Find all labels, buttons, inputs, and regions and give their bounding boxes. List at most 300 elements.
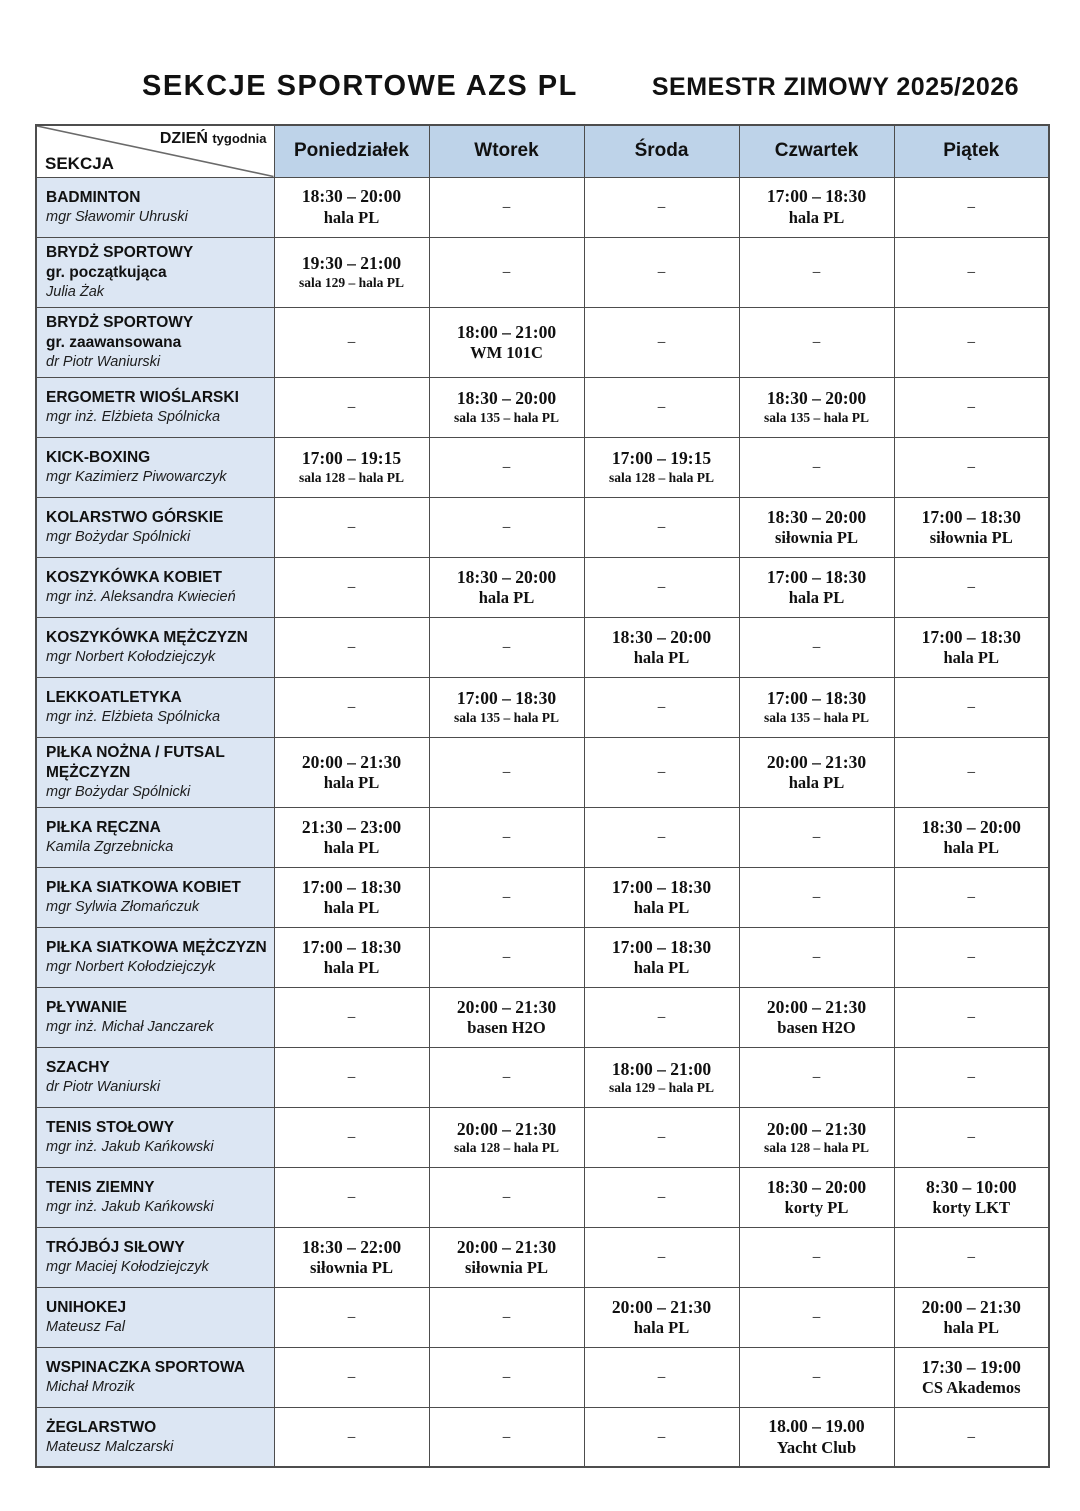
session-time: 20:00 – 21:30 <box>301 751 402 772</box>
section-name: PIŁKA SIATKOWA KOBIET <box>46 878 241 896</box>
day-header-sroda: Środa <box>584 125 739 177</box>
section-cell <box>36 927 274 987</box>
empty-marker: – <box>812 949 821 966</box>
session-time: 18:30 – 20:00 <box>456 566 557 587</box>
section-cell <box>36 807 274 867</box>
table-row <box>36 867 1049 927</box>
schedule-cell-poniedzialek <box>274 497 429 557</box>
section-name: BRYDŻ SPORTOWY <box>46 313 194 331</box>
empty-marker: – <box>347 1369 356 1386</box>
schedule-cell-czwartek <box>739 307 894 377</box>
schedule-cell-poniedzialek <box>274 1167 429 1227</box>
section-cell <box>36 177 274 237</box>
section-coach: mgr Kazimierz Piwowarczyk <box>46 468 227 485</box>
schedule-cell-poniedzialek <box>274 1107 429 1167</box>
section-name: PIŁKA RĘCZNA <box>46 818 161 836</box>
empty-marker: – <box>967 1069 975 1086</box>
schedule-cell-poniedzialek <box>274 807 429 867</box>
empty-marker: – <box>502 1369 511 1386</box>
session-time: 18:30 – 20:00 <box>921 816 1021 837</box>
schedule-cell-sroda <box>584 1167 739 1227</box>
corner-cell <box>36 125 274 177</box>
empty-marker: – <box>657 829 666 846</box>
section-name: BRYDŻ SPORTOWY <box>46 243 194 261</box>
session-place: sala 135 – hala PL <box>453 410 559 426</box>
day-header-czwartek: Czwartek <box>739 125 894 177</box>
day-header-poniedzialek: Poniedziałek <box>274 125 429 177</box>
empty-marker: – <box>502 264 511 281</box>
session-place: hala PL <box>633 898 690 918</box>
section-cell <box>36 557 274 617</box>
table-row <box>36 557 1049 617</box>
empty-marker: – <box>657 199 666 215</box>
schedule-cell-sroda <box>584 987 739 1047</box>
timetable <box>35 124 1050 1468</box>
session-place: basen H2O <box>467 1018 546 1038</box>
schedule-cell-wtorek <box>429 1287 584 1347</box>
section-coach: dr Piotr Waniurski <box>46 353 161 370</box>
session-time: 18:00 – 21:00 <box>611 1058 712 1079</box>
section-cell <box>36 1167 274 1227</box>
empty-marker: – <box>812 829 821 846</box>
schedule-cell-poniedzialek <box>274 557 429 617</box>
schedule-cell-wtorek <box>429 1347 584 1407</box>
table-row <box>36 377 1049 437</box>
schedule-cell-wtorek <box>429 867 584 927</box>
section-cell <box>36 987 274 1047</box>
table-row <box>36 437 1049 497</box>
section-name: PIŁKA NOŻNA / FUTSAL <box>46 743 225 761</box>
schedule-cell-piatek <box>894 1167 1049 1227</box>
schedule-cell-czwartek <box>739 557 894 617</box>
section-coach: Mateusz Fal <box>46 1319 125 1336</box>
empty-marker: – <box>967 199 975 215</box>
empty-marker: – <box>657 399 666 416</box>
empty-marker: – <box>347 1009 356 1026</box>
page-header <box>0 0 1080 103</box>
schedule-cell-wtorek <box>429 927 584 987</box>
section-name: TENIS STOŁOWY <box>46 1118 175 1136</box>
session-place: hala PL <box>323 838 380 858</box>
session-place: siłownia PL <box>929 528 1013 548</box>
empty-marker: – <box>967 264 975 281</box>
schedule-cell-poniedzialek <box>274 377 429 437</box>
table-row <box>36 497 1049 557</box>
section-name: UNIHOKEJ <box>46 1298 127 1316</box>
session-time: 19:30 – 21:00 <box>301 253 402 274</box>
schedule-cell-piatek <box>894 1287 1049 1347</box>
section-coach: mgr Norbert Kołodziejczyk <box>46 648 216 665</box>
empty-marker: – <box>502 1429 511 1446</box>
schedule-cell-piatek <box>894 1227 1049 1287</box>
table-row <box>36 737 1049 807</box>
session-place: Yacht Club <box>776 1438 857 1458</box>
timetable-body <box>36 177 1049 1467</box>
schedule-cell-poniedzialek <box>274 237 429 307</box>
session-time: 20:00 – 21:30 <box>921 1296 1021 1317</box>
empty-marker: – <box>812 889 821 906</box>
session-time: 18:30 – 20:00 <box>456 388 557 409</box>
schedule-cell-piatek <box>894 237 1049 307</box>
session-place: sala 135 – hala PL <box>763 710 869 726</box>
schedule-cell-czwartek <box>739 1227 894 1287</box>
schedule-cell-poniedzialek <box>274 737 429 807</box>
empty-marker: – <box>502 1309 511 1326</box>
section-name: LEKKOATLETYKA <box>46 688 182 706</box>
schedule-cell-czwartek <box>739 987 894 1047</box>
schedule-cell-poniedzialek <box>274 677 429 737</box>
schedule-cell-poniedzialek <box>274 1347 429 1407</box>
schedule-cell-wtorek <box>429 377 584 437</box>
session-place: hala PL <box>323 773 380 793</box>
schedule-cell-sroda <box>584 307 739 377</box>
empty-marker: – <box>502 889 511 906</box>
section-name: TRÓJBÓJ SIŁOWY <box>46 1238 185 1256</box>
schedule-cell-piatek <box>894 617 1049 677</box>
session-place: hala PL <box>323 208 380 228</box>
session-place: sala 129 – hala PL <box>608 1080 714 1096</box>
empty-marker: – <box>347 639 356 656</box>
empty-marker: – <box>657 579 666 596</box>
session-time: 18:30 – 20:00 <box>766 388 867 409</box>
empty-marker: – <box>347 1129 356 1146</box>
section-name: WSPINACZKA SPORTOWA <box>46 1358 245 1376</box>
schedule-cell-wtorek <box>429 237 584 307</box>
session-place: hala PL <box>633 958 690 978</box>
schedule-cell-sroda <box>584 677 739 737</box>
schedule-cell-piatek <box>894 177 1049 237</box>
section-coach: mgr inż. Elżbieta Spólnicka <box>46 408 221 425</box>
section-cell <box>36 677 274 737</box>
session-place: hala PL <box>633 1318 690 1338</box>
section-name: gr. zaawansowana <box>46 333 182 351</box>
session-time: 20:00 – 21:30 <box>456 1236 557 1257</box>
day-header-wtorek: Wtorek <box>429 125 584 177</box>
schedule-cell-piatek <box>894 497 1049 557</box>
schedule-cell-piatek <box>894 807 1049 867</box>
session-time: 17:00 – 18:30 <box>921 506 1021 527</box>
schedule-cell-wtorek <box>429 677 584 737</box>
session-place: siłownia PL <box>465 1258 548 1278</box>
section-name: ŻEGLARSTWO <box>46 1418 157 1436</box>
schedule-cell-sroda <box>584 1287 739 1347</box>
schedule-cell-czwartek <box>739 617 894 677</box>
schedule-cell-piatek <box>894 1107 1049 1167</box>
session-time: 17:00 – 18:30 <box>766 688 867 709</box>
schedule-cell-wtorek <box>429 1047 584 1107</box>
empty-marker: – <box>502 519 511 536</box>
schedule-cell-wtorek <box>429 497 584 557</box>
empty-marker: – <box>967 579 975 596</box>
session-time: 20:00 – 21:30 <box>766 1118 867 1139</box>
session-time: 21:30 – 23:00 <box>301 816 402 837</box>
session-time: 20:00 – 21:30 <box>611 1296 712 1317</box>
session-time: 20:00 – 21:30 <box>456 1118 557 1139</box>
schedule-cell-poniedzialek <box>274 1287 429 1347</box>
empty-marker: – <box>967 334 975 351</box>
empty-marker: – <box>657 764 666 781</box>
session-place: basen H2O <box>777 1018 856 1038</box>
empty-marker: – <box>502 1069 511 1086</box>
schedule-cell-czwartek <box>739 1107 894 1167</box>
schedule-cell-wtorek <box>429 737 584 807</box>
section-name: gr. początkująca <box>46 263 167 281</box>
session-place: WM 101C <box>470 343 543 363</box>
session-time: 17:00 – 18:30 <box>766 186 867 207</box>
schedule-cell-piatek <box>894 1047 1049 1107</box>
table-row <box>36 807 1049 867</box>
section-coach: mgr Bożydar Spólnicki <box>46 784 191 801</box>
empty-marker: – <box>967 1249 975 1266</box>
session-time: 17:00 – 18:30 <box>611 936 712 957</box>
session-time: 17:00 – 18:30 <box>766 566 867 587</box>
session-place: hala PL <box>788 208 845 228</box>
header-row <box>36 125 1049 177</box>
session-place: sala 128 – hala PL <box>298 470 404 486</box>
table-row <box>36 617 1049 677</box>
schedule-cell-sroda <box>584 1047 739 1107</box>
empty-marker: – <box>502 1189 511 1206</box>
empty-marker: – <box>347 1189 356 1206</box>
section-cell <box>36 437 274 497</box>
session-place: korty PL <box>784 1198 849 1218</box>
empty-marker: – <box>657 1369 666 1386</box>
section-coach: mgr inż. Jakub Kańkowski <box>46 1139 214 1156</box>
schedule-cell-poniedzialek <box>274 927 429 987</box>
schedule-cell-piatek <box>894 1347 1049 1407</box>
session-place: sala 135 – hala PL <box>763 410 869 426</box>
schedule-cell-poniedzialek <box>274 177 429 237</box>
session-place: hala PL <box>943 648 999 668</box>
section-name: TENIS ZIEMNY <box>46 1178 155 1196</box>
schedule-cell-sroda <box>584 617 739 677</box>
schedule-cell-czwartek <box>739 497 894 557</box>
schedule-cell-piatek <box>894 307 1049 377</box>
session-time: 17:00 – 19:15 <box>301 448 402 469</box>
schedule-cell-sroda <box>584 557 739 617</box>
session-place: sala 128 – hala PL <box>453 1140 559 1156</box>
section-cell <box>36 307 274 377</box>
empty-marker: – <box>657 699 666 716</box>
schedule-cell-wtorek <box>429 177 584 237</box>
session-time: 17:30 – 19:00 <box>921 1356 1021 1377</box>
schedule-cell-poniedzialek <box>274 987 429 1047</box>
session-time: 17:00 – 18:30 <box>456 688 557 709</box>
empty-marker: – <box>812 334 821 351</box>
schedule-cell-czwartek <box>739 1287 894 1347</box>
session-time: 17:00 – 18:30 <box>301 876 402 897</box>
empty-marker: – <box>812 264 821 281</box>
session-time: 17:00 – 18:30 <box>611 876 712 897</box>
session-place: korty LKT <box>932 1198 1010 1218</box>
schedule-cell-czwartek <box>739 807 894 867</box>
section-coach: Michał Mrozik <box>46 1379 135 1396</box>
schedule-cell-czwartek <box>739 927 894 987</box>
schedule-cell-poniedzialek <box>274 1047 429 1107</box>
schedule-cell-sroda <box>584 737 739 807</box>
empty-marker: – <box>967 764 975 781</box>
section-name: BADMINTON <box>46 188 141 206</box>
empty-marker: – <box>657 1249 666 1266</box>
empty-marker: – <box>657 334 666 351</box>
schedule-cell-piatek <box>894 987 1049 1047</box>
section-cell <box>36 1347 274 1407</box>
session-place: hala PL <box>788 588 845 608</box>
session-time: 18:30 – 20:00 <box>611 626 712 647</box>
schedule-cell-poniedzialek <box>274 867 429 927</box>
table-row <box>36 1227 1049 1287</box>
schedule-cell-wtorek <box>429 557 584 617</box>
section-name: KICK-BOXING <box>46 448 151 466</box>
session-time: 18:30 – 22:00 <box>301 1236 402 1257</box>
empty-marker: – <box>347 579 356 596</box>
table-row <box>36 987 1049 1047</box>
section-name: KOSZYKÓWKA MĘŻCZYZN <box>46 628 248 646</box>
section-cell <box>36 237 274 307</box>
schedule-cell-sroda <box>584 1227 739 1287</box>
session-place: sala 128 – hala PL <box>608 470 714 486</box>
schedule-cell-sroda <box>584 497 739 557</box>
schedule-cell-sroda <box>584 1347 739 1407</box>
empty-marker: – <box>657 519 666 536</box>
empty-marker: – <box>812 639 821 656</box>
schedule-cell-sroda <box>584 377 739 437</box>
day-header-piatek: Piątek <box>894 125 1049 177</box>
section-cell <box>36 867 274 927</box>
table-row <box>36 1047 1049 1107</box>
schedule-cell-piatek <box>894 737 1049 807</box>
session-time: 8:30 – 10:00 <box>926 1176 1017 1197</box>
schedule-cell-piatek <box>894 437 1049 497</box>
table-row <box>36 1167 1049 1227</box>
schedule-cell-wtorek <box>429 807 584 867</box>
schedule-cell-wtorek <box>429 1167 584 1227</box>
schedule-cell-piatek <box>894 557 1049 617</box>
table-row <box>36 1347 1049 1407</box>
section-coach: Mateusz Malczarski <box>46 1438 174 1455</box>
section-coach: mgr inż. Elżbieta Spólnicka <box>46 708 221 725</box>
schedule-cell-wtorek <box>429 307 584 377</box>
section-coach: dr Piotr Waniurski <box>46 1079 161 1096</box>
section-coach: mgr Sławomir Uhruski <box>46 208 188 225</box>
schedule-cell-sroda <box>584 437 739 497</box>
table-row <box>36 237 1049 307</box>
empty-marker: – <box>347 519 356 536</box>
session-place: sala 135 – hala PL <box>453 710 559 726</box>
schedule-cell-sroda <box>584 1107 739 1167</box>
session-place: CS Akademos <box>921 1378 1021 1398</box>
empty-marker: – <box>347 1069 356 1086</box>
section-name: MĘŻCZYZN <box>46 763 131 781</box>
schedule-cell-wtorek <box>429 617 584 677</box>
empty-marker: – <box>347 334 356 351</box>
session-place: sala 129 – hala PL <box>298 275 404 290</box>
table-row <box>36 1107 1049 1167</box>
table-row <box>36 1287 1049 1347</box>
schedule-cell-czwartek <box>739 867 894 927</box>
table-row <box>36 307 1049 377</box>
empty-marker: – <box>657 264 666 281</box>
schedule-cell-piatek <box>894 677 1049 737</box>
section-coach: mgr Norbert Kołodziejczyk <box>46 959 216 976</box>
empty-marker: – <box>347 1429 356 1446</box>
section-cell <box>36 1047 274 1107</box>
section-name: KOLARSTWO GÓRSKIE <box>46 508 224 526</box>
session-place: hala PL <box>478 588 535 608</box>
schedule-cell-poniedzialek <box>274 1227 429 1287</box>
empty-marker: – <box>967 399 975 416</box>
session-time: 20:00 – 21:30 <box>766 996 867 1017</box>
session-place: hala PL <box>943 838 999 858</box>
session-place: hala PL <box>788 773 845 793</box>
empty-marker: – <box>347 699 356 716</box>
empty-marker: – <box>967 949 975 966</box>
table-row <box>36 177 1049 237</box>
session-time: 17:00 – 19:15 <box>611 448 712 469</box>
section-name: KOSZYKÓWKA KOBIET <box>46 568 222 586</box>
empty-marker: – <box>967 459 975 476</box>
session-place: siłownia PL <box>775 528 858 548</box>
empty-marker: – <box>502 639 511 656</box>
empty-marker: – <box>967 1429 975 1446</box>
schedule-cell-wtorek <box>429 1227 584 1287</box>
section-cell <box>36 377 274 437</box>
empty-marker: – <box>657 1009 666 1026</box>
empty-marker: – <box>967 1009 975 1026</box>
schedule-cell-piatek <box>894 1407 1049 1467</box>
empty-marker: – <box>967 1129 975 1146</box>
page-title: SEKCJE SPORTOWE AZS PL <box>142 70 578 102</box>
section-coach: mgr Bożydar Spólnicki <box>46 528 191 545</box>
section-name: ERGOMETR WIOŚLARSKI <box>46 388 239 406</box>
empty-marker: – <box>812 1069 821 1086</box>
schedule-cell-wtorek <box>429 1407 584 1467</box>
session-place: siłownia PL <box>310 1258 393 1278</box>
section-name: PŁYWANIE <box>46 998 127 1016</box>
schedule-cell-sroda <box>584 177 739 237</box>
schedule-cell-sroda <box>584 807 739 867</box>
table-row <box>36 1407 1049 1467</box>
empty-marker: – <box>967 889 975 906</box>
schedule-cell-poniedzialek <box>274 307 429 377</box>
section-cell <box>36 1107 274 1167</box>
empty-marker: – <box>347 399 356 416</box>
schedule-cell-czwartek <box>739 1167 894 1227</box>
empty-marker: – <box>812 1369 821 1386</box>
section-coach: mgr inż. Aleksandra Kwiecień <box>46 588 236 605</box>
empty-marker: – <box>347 1309 356 1326</box>
section-coach: Kamila Zgrzebnicka <box>46 839 174 856</box>
table-row <box>36 677 1049 737</box>
section-coach: mgr inż. Michał Janczarek <box>46 1019 214 1036</box>
schedule-cell-piatek <box>894 867 1049 927</box>
schedule-cell-poniedzialek <box>274 1407 429 1467</box>
schedule-cell-piatek <box>894 927 1049 987</box>
session-time: 18:30 – 20:00 <box>301 186 402 207</box>
schedule-cell-wtorek <box>429 987 584 1047</box>
session-place: hala PL <box>323 958 380 978</box>
schedule-cell-czwartek <box>739 737 894 807</box>
empty-marker: – <box>502 949 511 966</box>
section-name: SZACHY <box>46 1058 110 1076</box>
section-cell <box>36 1287 274 1347</box>
section-cell <box>36 617 274 677</box>
section-coach: mgr inż. Jakub Kańkowski <box>46 1199 214 1216</box>
session-time: 20:00 – 21:30 <box>456 996 557 1017</box>
schedule-cell-czwartek <box>739 1047 894 1107</box>
section-cell <box>36 737 274 807</box>
semester-title: SEMESTR ZIMOWY 2025/2026 <box>651 73 1020 101</box>
